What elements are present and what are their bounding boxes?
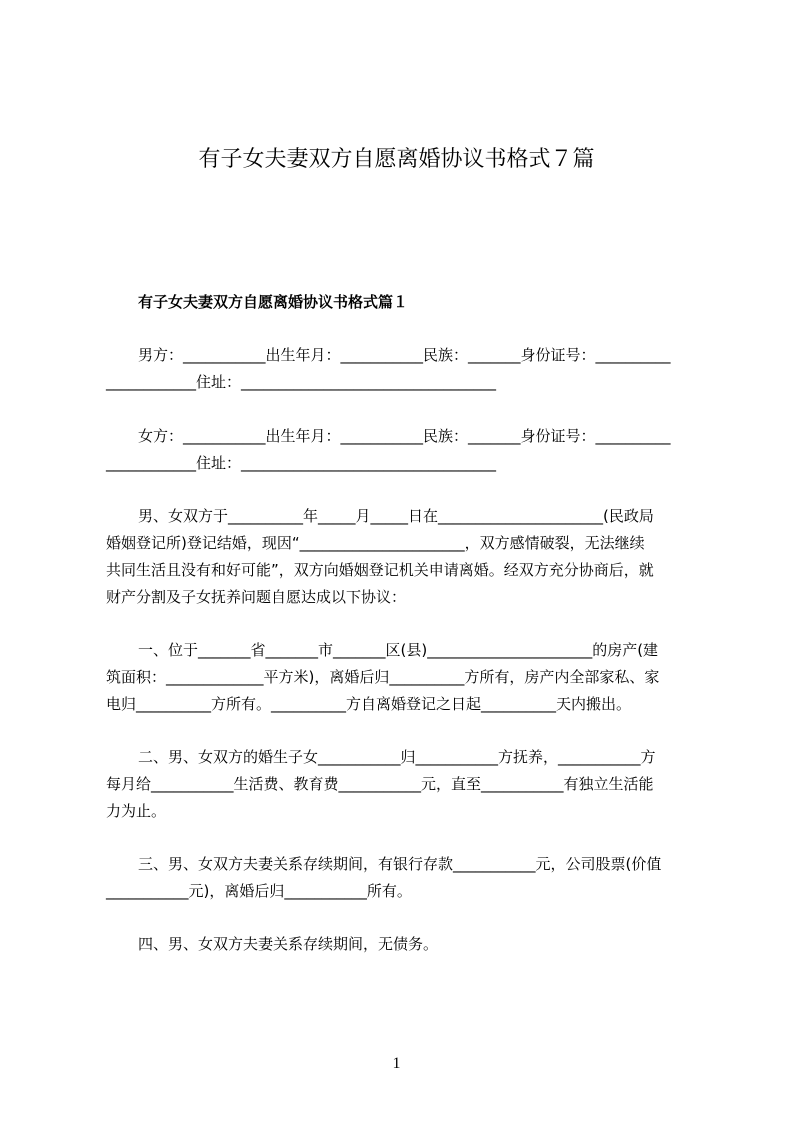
clause-2-line-2: 每月给___________生活费、教育费___________元，直至___________有独立生活能	[106, 775, 654, 793]
intro-line-1: 男、女双方于__________年_____月_____日在______________________(民政局	[138, 507, 654, 525]
husband-info-line-1: 男方：___________出生年月：___________民族：_______身份证号：__________	[138, 346, 671, 364]
document-title: 有子女夫妻双方自愿离婚协议书格式７篇	[198, 147, 595, 172]
wife-info-line-2: ____________住址：__________________________________	[106, 454, 497, 472]
intro-line-3: 共同生活且没有和好可能”，双方向婚姻登记机关申请离婚。经双方充分协商后，就	[106, 561, 654, 579]
wife-info-line-1: 女方：___________出生年月：___________民族：_______身份证号：__________	[138, 427, 671, 445]
clause-2-line-3: 力为止。	[106, 802, 167, 820]
clause-3-line-1: 三、男、女双方夫妻关系存续期间，有银行存款___________元，公司股票(价值	[138, 855, 662, 873]
clause-1-line-3: 电归__________方所有。__________方自离婚登记之日起__________天内搬出。	[106, 695, 632, 713]
intro-line-4: 财产分割及子女抚养问题自愿达成以下协议：	[106, 588, 407, 606]
husband-info-line-2: ____________住址：__________________________________	[106, 373, 497, 391]
clause-3-line-2: ___________元)，离婚后归___________所有。	[106, 882, 412, 900]
clause-1-line-2: 筑面积：_____________平方米)，离婚后归__________方所有，房产内全部家私、家	[106, 668, 660, 686]
page-number: 1	[392, 1055, 401, 1072]
section-title: 有子女夫妻双方自愿离婚协议书格式篇１	[138, 293, 409, 311]
clause-2-line-1: 二、男、女双方的婚生子女___________归___________方抚养，___________方	[138, 748, 656, 766]
clause-4-line-1: 四、男、女双方夫妻关系存续期间，无债务。	[138, 935, 439, 953]
clause-1-line-1: 一、位于_______省_______市_______区(县)______________________的房产(建	[138, 641, 659, 659]
intro-line-2: 婚姻登记所)登记结婚，现因“______________________，双方感情破裂，无法继续	[106, 534, 645, 552]
